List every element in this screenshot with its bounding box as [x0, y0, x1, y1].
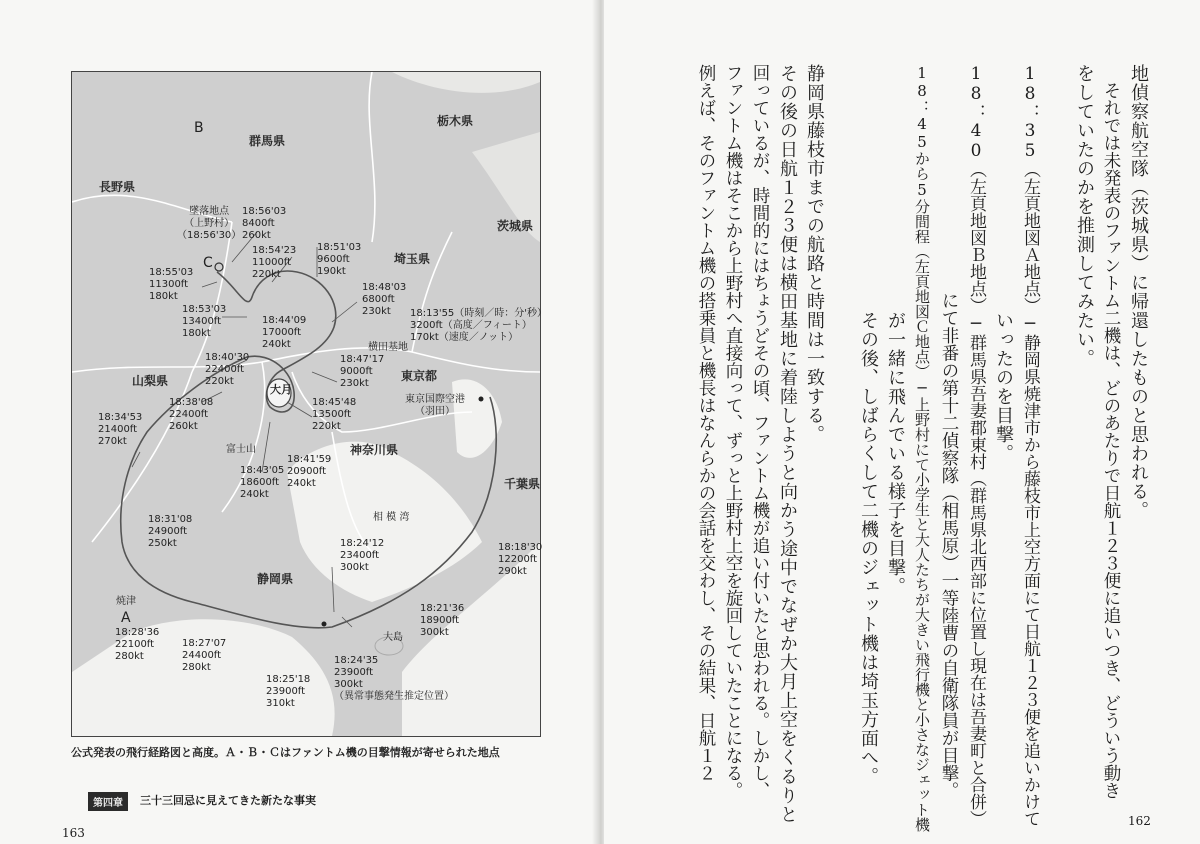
text-column: それでは未発表のファントム二機は、どのあたりで日航１２３便に追いつき、どういう動き — [1101, 64, 1121, 799]
flight-point-label: 18:40'30 22400ft 220kt — [205, 352, 250, 387]
flight-point-label: 18:45'48 13500ft 220kt — [312, 397, 357, 432]
point-a-label: A — [121, 610, 131, 626]
pref-yamanashi: 山梨県 — [132, 374, 169, 388]
place-fuji: 富士山 — [226, 444, 256, 455]
pref-tochigi: 栃木県 — [437, 114, 474, 128]
flight-point-label: 18:28'36 22100ft 280kt — [115, 627, 160, 662]
flight-point-label: 18:38'08 22400ft 260kt — [169, 397, 214, 432]
flight-point-label: 18:24'35 23900ft 300kt （異常事態発生推定位置） — [334, 655, 454, 702]
text-column: 18：45から5分間程（左頁地図Ｃ地点）─上野村にて小学生と大人たちが大きい飛行機と小さなジェット機 — [913, 64, 931, 832]
text-column: ファントム機はそこから上野村へ直接向って、ずっと上野村上空を旋回していたことになる。 — [723, 64, 743, 799]
crash-site-marker — [215, 263, 223, 271]
flight-point-label: 18:43'05 18600ft 240kt — [240, 465, 285, 500]
north-white — [392, 72, 540, 93]
flight-point-label: 18:13'55（時刻／時：分'秒） 3200ft（高度／フィート） 170kt（速度／ノット） — [410, 308, 548, 343]
pref-chiba: 千葉県 — [504, 477, 541, 491]
text-column: いったのを目撃。 — [993, 64, 1014, 463]
text-column: 18：40（左頁地図Ｂ地点）─群馬県吾妻郡東村（群馬県北西部に位置し現在は吾妻町と合併） — [966, 64, 986, 827]
haneda-marker — [479, 397, 484, 402]
pref-nagano: 長野県 — [99, 180, 136, 194]
flight-point-label: 18:18'30 12200ft 290kt — [498, 542, 543, 577]
flight-point-label: 18:24'12 23400ft 300kt — [340, 538, 385, 573]
place-yokota: 横田基地 — [368, 342, 408, 353]
text-column: 地偵察航空隊（茨城県）に帰還したものと思われる。 — [1128, 64, 1149, 520]
text-column: その後の日航１２３便は横田基地に着陸しようと向かう途中でなぜか大月上空をくるりと — [777, 64, 798, 824]
flight-point-label: 18:27'07 24400ft 280kt — [182, 638, 227, 673]
page-number: 163 — [62, 826, 85, 840]
place-otsuki: 大月 — [270, 383, 292, 396]
text-column: その後、しばらくして二機のジェット機は埼玉方面へ。 — [858, 64, 879, 786]
flight-point-label: 18:25'18 23900ft 310kt — [266, 674, 311, 709]
pref-saitama: 埼玉県 — [394, 252, 431, 266]
flight-point-label: 18:41'59 20900ft 240kt — [287, 454, 332, 489]
flight-point-label: 18:55'03 11300ft 180kt — [149, 267, 194, 302]
flight-point-label: 18:44'09 17000ft 240kt — [262, 315, 307, 350]
text-column: 回っているが、時間的にはちょうどその頃、ファントム機が追い付いたと思われる。しかし、 — [750, 64, 770, 799]
right-page — [604, 0, 1200, 844]
place-haneda: 東京国際空港 （羽田） — [405, 394, 465, 417]
flight-point-label: 18:48'03 6800ft 230kt — [362, 282, 407, 317]
pref-tokyo: 東京都 — [401, 369, 438, 383]
text-column: をしていたのかを推測してみたい。 — [1074, 64, 1095, 368]
figure-caption: 公式発表の飛行経路図と高度。Ａ・Ｂ・Ｃはファントム機の目撃情報が寄せられた地点 — [71, 746, 500, 759]
place-crash-site: 墜落地点 （上野村） （18:56'30） — [177, 206, 242, 241]
text-column: にて非番の第十二偵察隊（相馬原）一等陸曹の自衛隊員が目撃。 — [939, 64, 959, 799]
place-sagami-bay: 相 模 湾 — [373, 512, 410, 523]
flight-point-label: 18:47'17 9000ft 230kt — [340, 354, 385, 389]
pref-kanagawa: 神奈川県 — [350, 443, 399, 457]
place-yaizu: 焼津 — [116, 596, 136, 607]
point-b-label: B — [194, 120, 204, 136]
left-page — [0, 0, 596, 844]
flight-route-map — [71, 71, 548, 737]
incident-marker — [322, 622, 327, 627]
pref-gunma: 群馬県 — [249, 134, 286, 148]
place-oshima: 大島 — [383, 632, 403, 643]
page-number: 162 — [1128, 814, 1151, 828]
flight-point-label: 18:51'03 9600ft 190kt — [317, 242, 362, 277]
chapter-badge: 第四章 — [88, 792, 128, 811]
pref-shizuoka: 静岡県 — [257, 572, 294, 586]
flight-point-label: 18:34'53 21400ft 270kt — [98, 412, 143, 447]
text-column: 例えば、そのファントム機の搭乗員と機長はなんらかの会話を交わし、その結果、日航１２ — [696, 64, 716, 782]
text-column: 18：35（左頁地図Ａ地点）─静岡県焼津市から藤枝市上空方面にて日航１２３便を追いかけて — [1020, 64, 1040, 827]
flight-point-label: 18:56'03 8400ft 260kt — [242, 206, 287, 241]
flight-point-label: 18:21'36 18900ft 300kt — [420, 603, 465, 638]
flight-point-label: 18:54'23 11000ft 220kt — [252, 245, 297, 280]
pref-ibaraki: 茨城県 — [497, 219, 534, 233]
flight-point-label: 18:31'08 24900ft 250kt — [148, 514, 193, 549]
point-c-label: C — [203, 255, 213, 271]
text-column: 静岡県藤枝市までの航路と時間は一致する。 — [804, 64, 825, 444]
flight-point-label: 18:53'03 13400ft 180kt — [182, 304, 227, 339]
text-column: が一緒に飛んでいる様子を目撃。 — [885, 64, 906, 596]
chapter-title: 三十三回忌に見えてきた新たな事実 — [140, 794, 316, 807]
